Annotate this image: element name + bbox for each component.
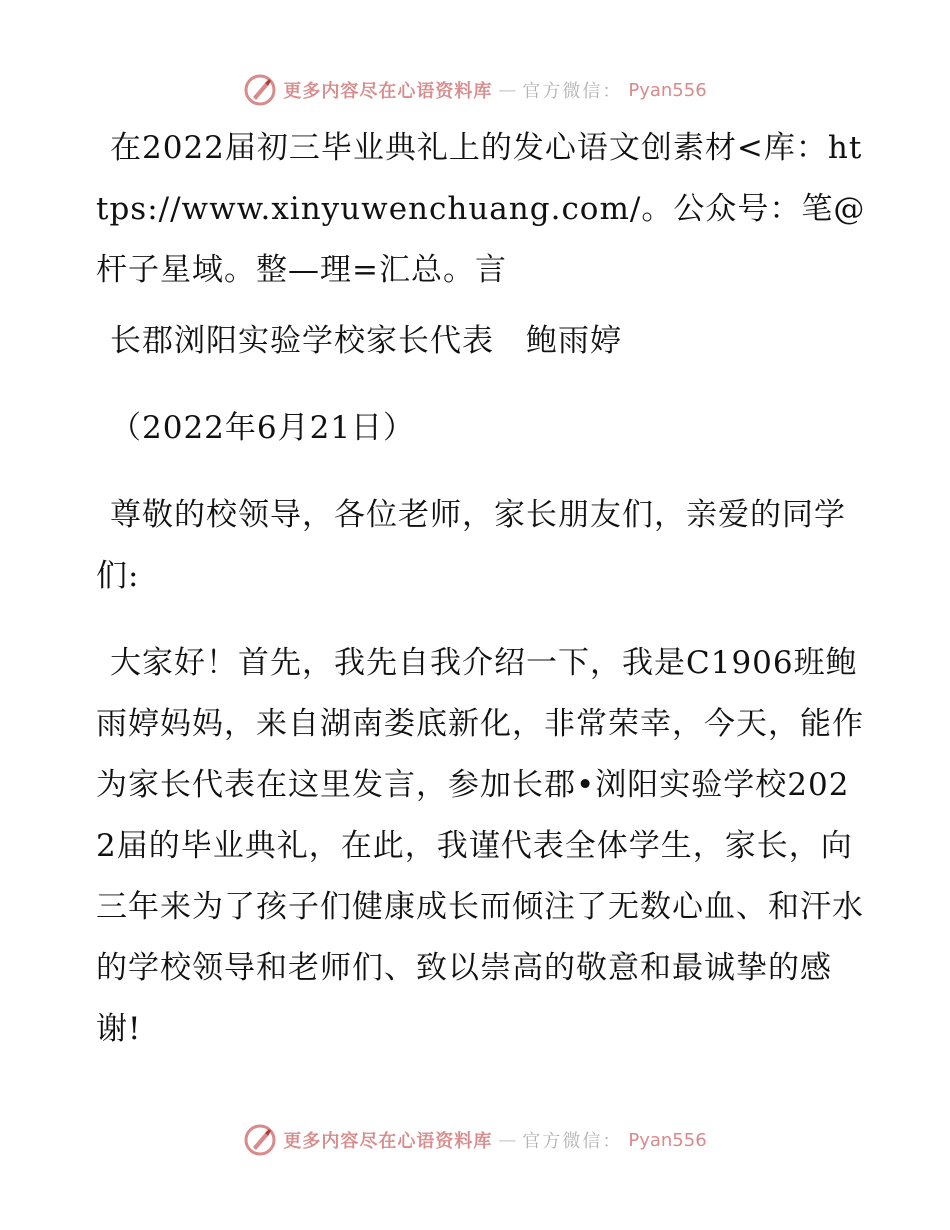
watermark-wechat-id: Pyan556 [628, 1129, 707, 1151]
watermark-wechat-id: Pyan556 [628, 79, 707, 101]
watermark-main-text: 更多内容尽在心语资料库 [283, 81, 493, 102]
footer-watermark [0, 1120, 950, 1160]
document-body [96, 118, 866, 1086]
speaker-line: 长郡浏阳实验学校家长代表 鲍雨婷 [110, 323, 622, 359]
pen-logo-icon [243, 73, 277, 107]
pen-logo-icon [243, 1123, 277, 1157]
salutation-paragraph: 尊敬的校领导，各位老师，家长朋友们，亲爱的同学们: [96, 497, 846, 594]
body-paragraph: 大家好！首先，我先自我介绍一下，我是C1906班鲍雨婷妈妈，来自湖南娄底新化，非常荣幸，今天，能作为家长代表在这里发言，参加长郡•浏阳实验学校2022届的毕业典礼，在此，我谨代表全体学生，家长，向三年来为了孩子们健康成长而倾注了无数心血、和汗水的学校领导和老师们、致以崇高的敬意和最诚挚的感谢! [96, 645, 864, 1047]
header-watermark [0, 70, 950, 110]
watermark-side-text: 官方微信： [522, 1131, 623, 1152]
watermark-side-text: 官方微信： [522, 81, 623, 102]
watermark-main-text: 更多内容尽在心语资料库 [283, 1131, 493, 1152]
watermark-dash: — [498, 1129, 517, 1151]
watermark-dash: — [498, 79, 517, 101]
date-line: （2022年6月21日） [110, 410, 416, 446]
intro-paragraph: 在2022届初三毕业典礼上的发心语文创素材<库：https://www.xinyuwenchuang.com/。公众号：笔@杆子星域。整—理=汇总。言 [96, 130, 866, 288]
